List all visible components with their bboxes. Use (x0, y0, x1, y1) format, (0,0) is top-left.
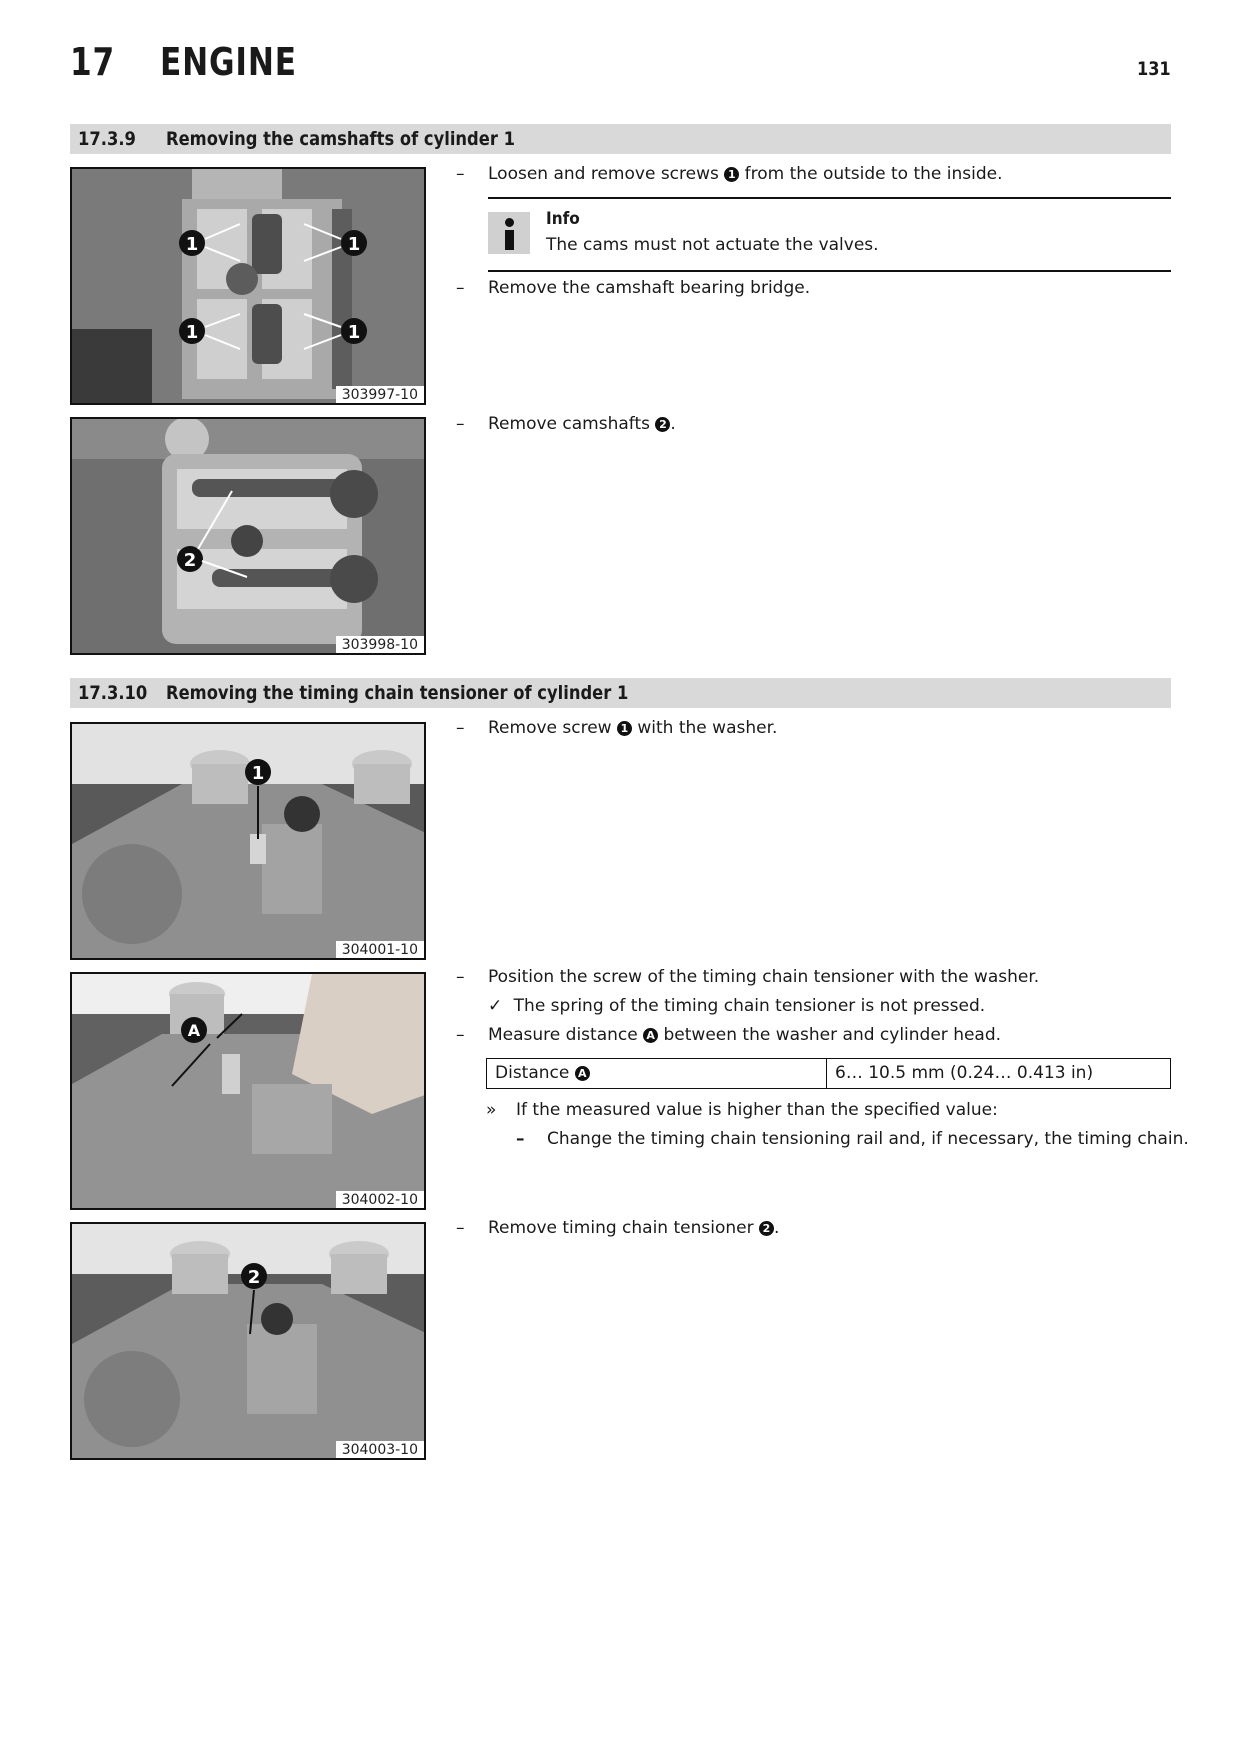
svg-text:1: 1 (185, 234, 199, 255)
page-number: 131 (1137, 58, 1171, 80)
info-text: The cams must not actuate the valves. (546, 235, 879, 255)
info-icon (488, 212, 530, 254)
engine-photo-illustration (72, 724, 426, 960)
step-text: Loosen and remove screws (488, 164, 719, 184)
engine-photo-illustration (72, 419, 426, 655)
step-dash: – (456, 718, 465, 738)
spec-label-cell (487, 1059, 827, 1088)
svg-text:1: 1 (251, 763, 265, 784)
chapter-title: ENGINE (160, 40, 297, 84)
marker-1-icon: 1 (617, 721, 632, 736)
figure-camshaft-screws (70, 167, 426, 405)
step-text: from the outside to the inside. (744, 164, 1003, 184)
step-dash: – (456, 278, 465, 298)
spec-value: 6… 10.5 mm (0.24… 0.413 in) (835, 1063, 1094, 1083)
marker-1-icon: 1 (724, 167, 739, 182)
step-text: Remove the camshaft bearing bridge. (488, 278, 811, 298)
section-title: Removing the timing chain tensioner of cylinder 1 (166, 682, 629, 704)
section-heading-17-3-10 (70, 678, 1171, 708)
figure-measure-distance (70, 972, 426, 1210)
step-text: Remove screw (488, 718, 612, 738)
engine-photo-illustration (72, 974, 426, 1210)
step-text: . (670, 414, 676, 434)
chapter-number: 17 (70, 40, 116, 84)
svg-text:1: 1 (347, 322, 361, 343)
figure-id: 304003-10 (336, 1441, 424, 1458)
marker-a-icon: A (643, 1028, 658, 1043)
step-text: with the washer. (637, 718, 778, 738)
condition-mark: » (486, 1100, 497, 1120)
figure-tensioner-screw (70, 722, 426, 960)
figure-camshafts (70, 417, 426, 655)
section-heading-17-3-9 (70, 124, 1171, 154)
section-number: 17.3.10 (78, 682, 148, 704)
marker-2-icon: 2 (759, 1221, 774, 1236)
step-dash: – (456, 414, 465, 434)
svg-text:2: 2 (183, 550, 197, 571)
svg-text:2: 2 (247, 1267, 261, 1288)
step-text: . (773, 1218, 780, 1238)
check-icon: ✓ (488, 996, 503, 1016)
figure-id: 303998-10 (336, 636, 424, 653)
step-text: Position the screw of the timing chain tensioner with the washer. (488, 967, 1040, 987)
marker-a-icon: A (575, 1066, 590, 1081)
figure-remove-tensioner (70, 1222, 426, 1460)
figure-id: 304002-10 (336, 1191, 424, 1208)
marker-2-icon: 2 (655, 417, 670, 432)
engine-photo-illustration (72, 1224, 426, 1460)
step-dash: – (456, 1218, 465, 1238)
spec-table (486, 1058, 1171, 1089)
step-text: Measure distance (488, 1025, 638, 1045)
figure-id: 304001-10 (336, 941, 424, 958)
step-dash: – (456, 967, 465, 987)
svg-text:A: A (187, 1021, 201, 1040)
section-number: 17.3.9 (78, 128, 136, 150)
engine-photo-illustration (72, 169, 426, 405)
info-title: Info (546, 209, 580, 229)
svg-text:1: 1 (185, 322, 199, 343)
step-text: Change the timing chain tensioning rail and, if necessary, the timing chain. (547, 1129, 1189, 1149)
result-text: The spring of the timing chain tensioner is not pressed. (513, 996, 986, 1016)
step-text: Remove camshafts (488, 414, 650, 434)
step-dash: – (456, 1025, 465, 1045)
step-dash: – (516, 1129, 525, 1149)
condition-text: If the measured value is higher than the specified value: (516, 1100, 998, 1120)
info-box (488, 197, 1171, 272)
step-dash: – (456, 164, 465, 184)
section-title: Removing the camshafts of cylinder 1 (166, 128, 515, 150)
figure-id: 303997-10 (336, 386, 424, 403)
step-text: Remove timing chain tensioner (488, 1218, 754, 1238)
svg-text:1: 1 (347, 234, 361, 255)
result-check (488, 996, 985, 1016)
spec-label: Distance (495, 1063, 570, 1083)
step-text: between the washer and cylinder head. (663, 1025, 1002, 1045)
